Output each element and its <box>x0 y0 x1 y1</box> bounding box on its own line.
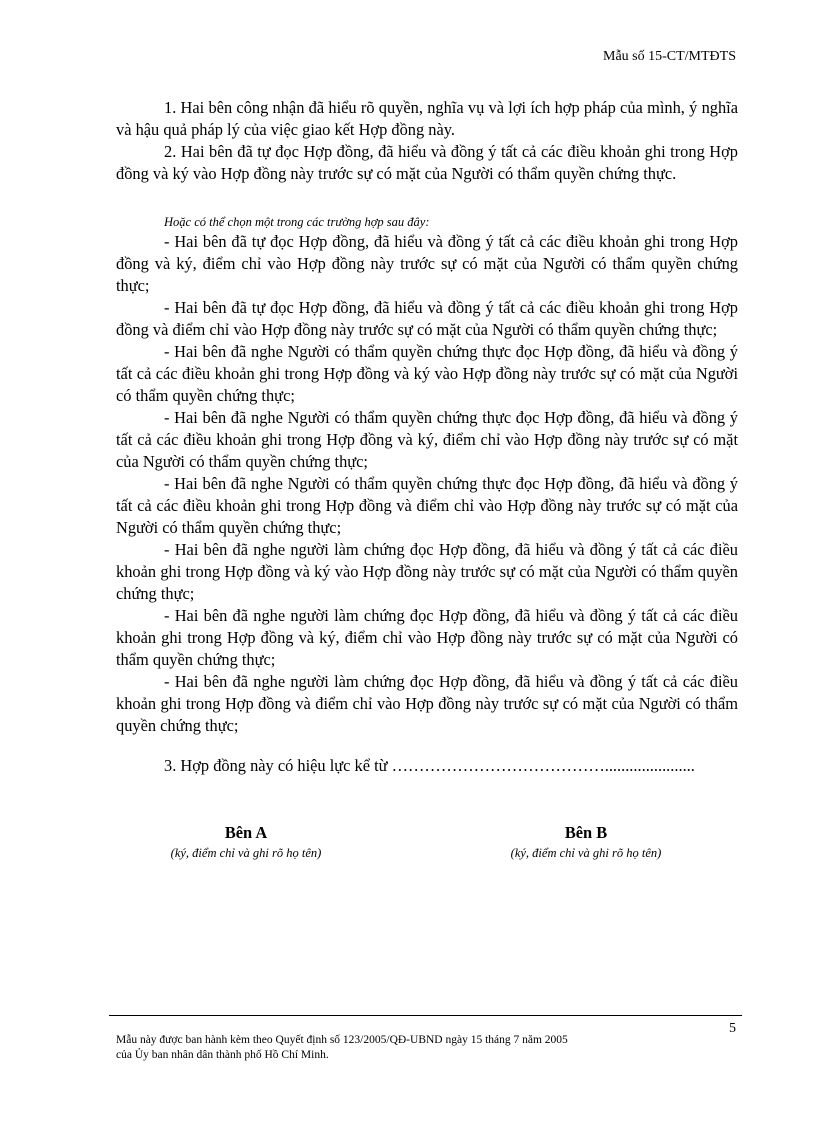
party-b-note: (ký, điểm chỉ và ghi rõ họ tên) <box>510 846 662 860</box>
footer-divider <box>109 1015 742 1016</box>
option-item: - Hai bên đã nghe người làm chứng đọc Hợp đồng, đã hiểu và đồng ý tất cả các điều khoản ghi trong Hợp đồng và điểm chỉ vào Hợp đồng này trước sự có mặt của Người có thẩm quyền chứng thực; <box>116 672 738 735</box>
party-b-name: Bên B <box>564 823 608 842</box>
footer-line-1: Mẫu này được ban hành kèm theo Quyết định số 123/2005/QĐ-UBND ngày 15 tháng 7 năm 2005 <box>116 1034 568 1046</box>
clause-2: 2. Hai bên đã tự đọc Hợp đồng, đã hiểu và đồng ý tất cả các điều khoản ghi trong Hợp đồng và ký vào Hợp đồng này trước sự có mặt của Người có thẩm quyền chứng thực. <box>116 142 738 183</box>
clause-3-label: 3. Hợp đồng này có hiệu lực kể từ <box>164 756 392 775</box>
party-a-name: Bên A <box>224 823 268 842</box>
footer-line-2: của Ủy ban nhân dân thành phố Hồ Chí Minh. <box>116 1049 329 1061</box>
option-item: - Hai bên đã tự đọc Hợp đồng, đã hiểu và đồng ý tất cả các điều khoản ghi trong Hợp đồng và ký, điểm chỉ vào Hợp đồng này trước sự có mặt của Người có thẩm quyền chứng thực; <box>116 232 738 295</box>
effective-date-blank: …………………………………...................... <box>391 756 695 775</box>
option-item: - Hai bên đã tự đọc Hợp đồng, đã hiểu và đồng ý tất cả các điều khoản ghi trong Hợp đồng và điểm chỉ vào Hợp đồng này trước sự có mặt của Người có thẩm quyền chứng thực; <box>116 298 738 339</box>
clause-3 <box>116 755 738 777</box>
form-code: Mẫu số 15-CT/MTĐTS <box>603 49 736 64</box>
option-item: - Hai bên đã nghe người làm chứng đọc Hợp đồng, đã hiểu và đồng ý tất cả các điều khoản ghi trong Hợp đồng và ký, điểm chỉ vào Hợp đồng này trước sự có mặt của Người có thẩm quyền chứng thực; <box>116 606 738 669</box>
option-item: - Hai bên đã nghe Người có thẩm quyền chứng thực đọc Hợp đồng, đã hiểu và đồng ý tất cả các điều khoản ghi trong Hợp đồng và điểm chỉ vào Hợp đồng này trước sự có mặt của Người có thẩm quyền chứng thực; <box>116 474 738 537</box>
footer-note <box>116 1033 716 1063</box>
party-a-note: (ký, điểm chỉ và ghi rõ họ tên) <box>170 846 322 860</box>
option-item: - Hai bên đã nghe người làm chứng đọc Hợp đồng, đã hiểu và đồng ý tất cả các điều khoản ghi trong Hợp đồng và ký vào Hợp đồng này trước sự có mặt của Người có thẩm quyền chứng thực; <box>116 540 738 603</box>
option-item: - Hai bên đã nghe Người có thẩm quyền chứng thực đọc Hợp đồng, đã hiểu và đồng ý tất cả các điều khoản ghi trong Hợp đồng và ký, điểm chỉ vào Hợp đồng này trước sự có mặt của Người có thẩm quyền chứng thực; <box>116 408 738 471</box>
party-a-signature <box>116 822 376 862</box>
page-number: 5 <box>729 1021 736 1036</box>
clause-1: 1. Hai bên công nhận đã hiểu rõ quyền, nghĩa vụ và lợi ích hợp pháp của mình, ý nghĩa và hậu quả pháp lý của việc giao kết Hợp đồng này. <box>116 98 738 139</box>
option-item: - Hai bên đã nghe Người có thẩm quyền chứng thực đọc Hợp đồng, đã hiểu và đồng ý tất cả các điều khoản ghi trong Hợp đồng và ký vào Hợp đồng này trước sự có mặt của Người có thẩm quyền chứng thực; <box>116 342 738 405</box>
alternative-intro: Hoặc có thể chọn một trong các trường hợp sau đây: <box>164 215 430 229</box>
contract-body <box>116 97 738 777</box>
party-b-signature <box>456 822 716 862</box>
